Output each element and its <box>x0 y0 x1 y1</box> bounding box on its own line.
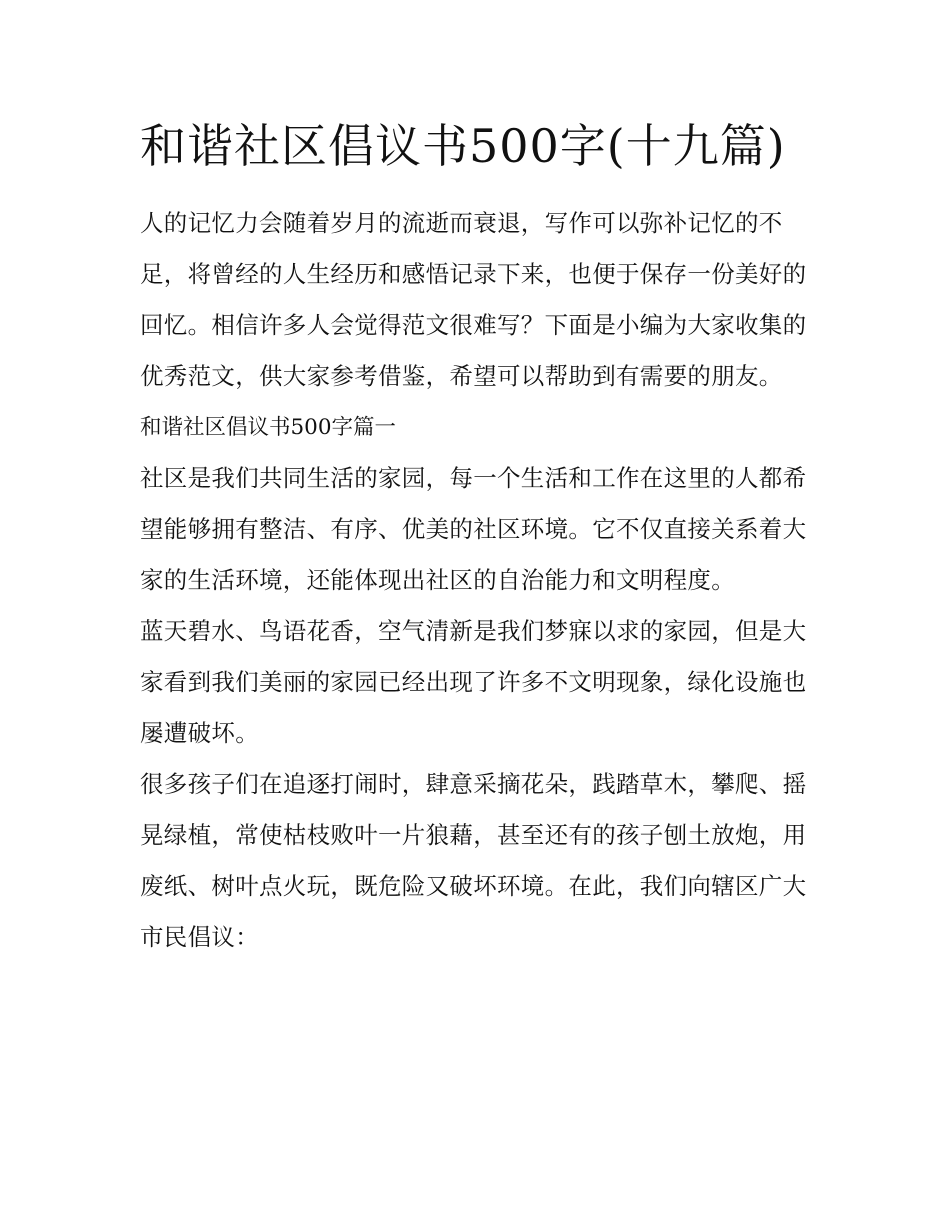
section-paragraph-3: 很多孩子们在追逐打闹时，肆意采摘花朵，践踏草木，攀爬、摇晃绿植，常使枯枝败叶一片狼藉，甚至还有的孩子刨土放炮，用废纸、树叶点火玩，既危险又破坏环境。在此，我们向辖区广大市民倡议： <box>140 770 807 951</box>
document-title <box>140 110 816 182</box>
section-paragraph-2: 蓝天碧水、鸟语花香，空气清新是我们梦寐以求的家园，但是大家看到我们美丽的家园已经出现了许多不文明现象，绿化设施也屡遭破坏。 <box>140 617 807 747</box>
intro-paragraph: 人的记忆力会随着岁月的流逝而衰退，写作可以弥补记忆的不足，将曾经的人生经历和感悟记录下来，也便于保存一份美好的回忆。相信许多人会觉得范文很难写？下面是小编为大家收集的优秀范文，供大家参考借鉴，希望可以帮助到有需要的朋友。 <box>140 209 807 390</box>
section-heading: 和谐社区倡议书500字篇一 <box>140 415 397 440</box>
document-page <box>140 110 816 963</box>
document-title-text: 和谐社区倡议书500字(十九篇) <box>140 119 786 173</box>
section-paragraph-1: 社区是我们共同生活的家园，每一个生活和工作在这里的人都希望能够拥有整洁、有序、优美的社区环境。它不仅直接关系着大家的生活环境，还能体现出社区的自治能力和文明程度。 <box>140 464 807 594</box>
